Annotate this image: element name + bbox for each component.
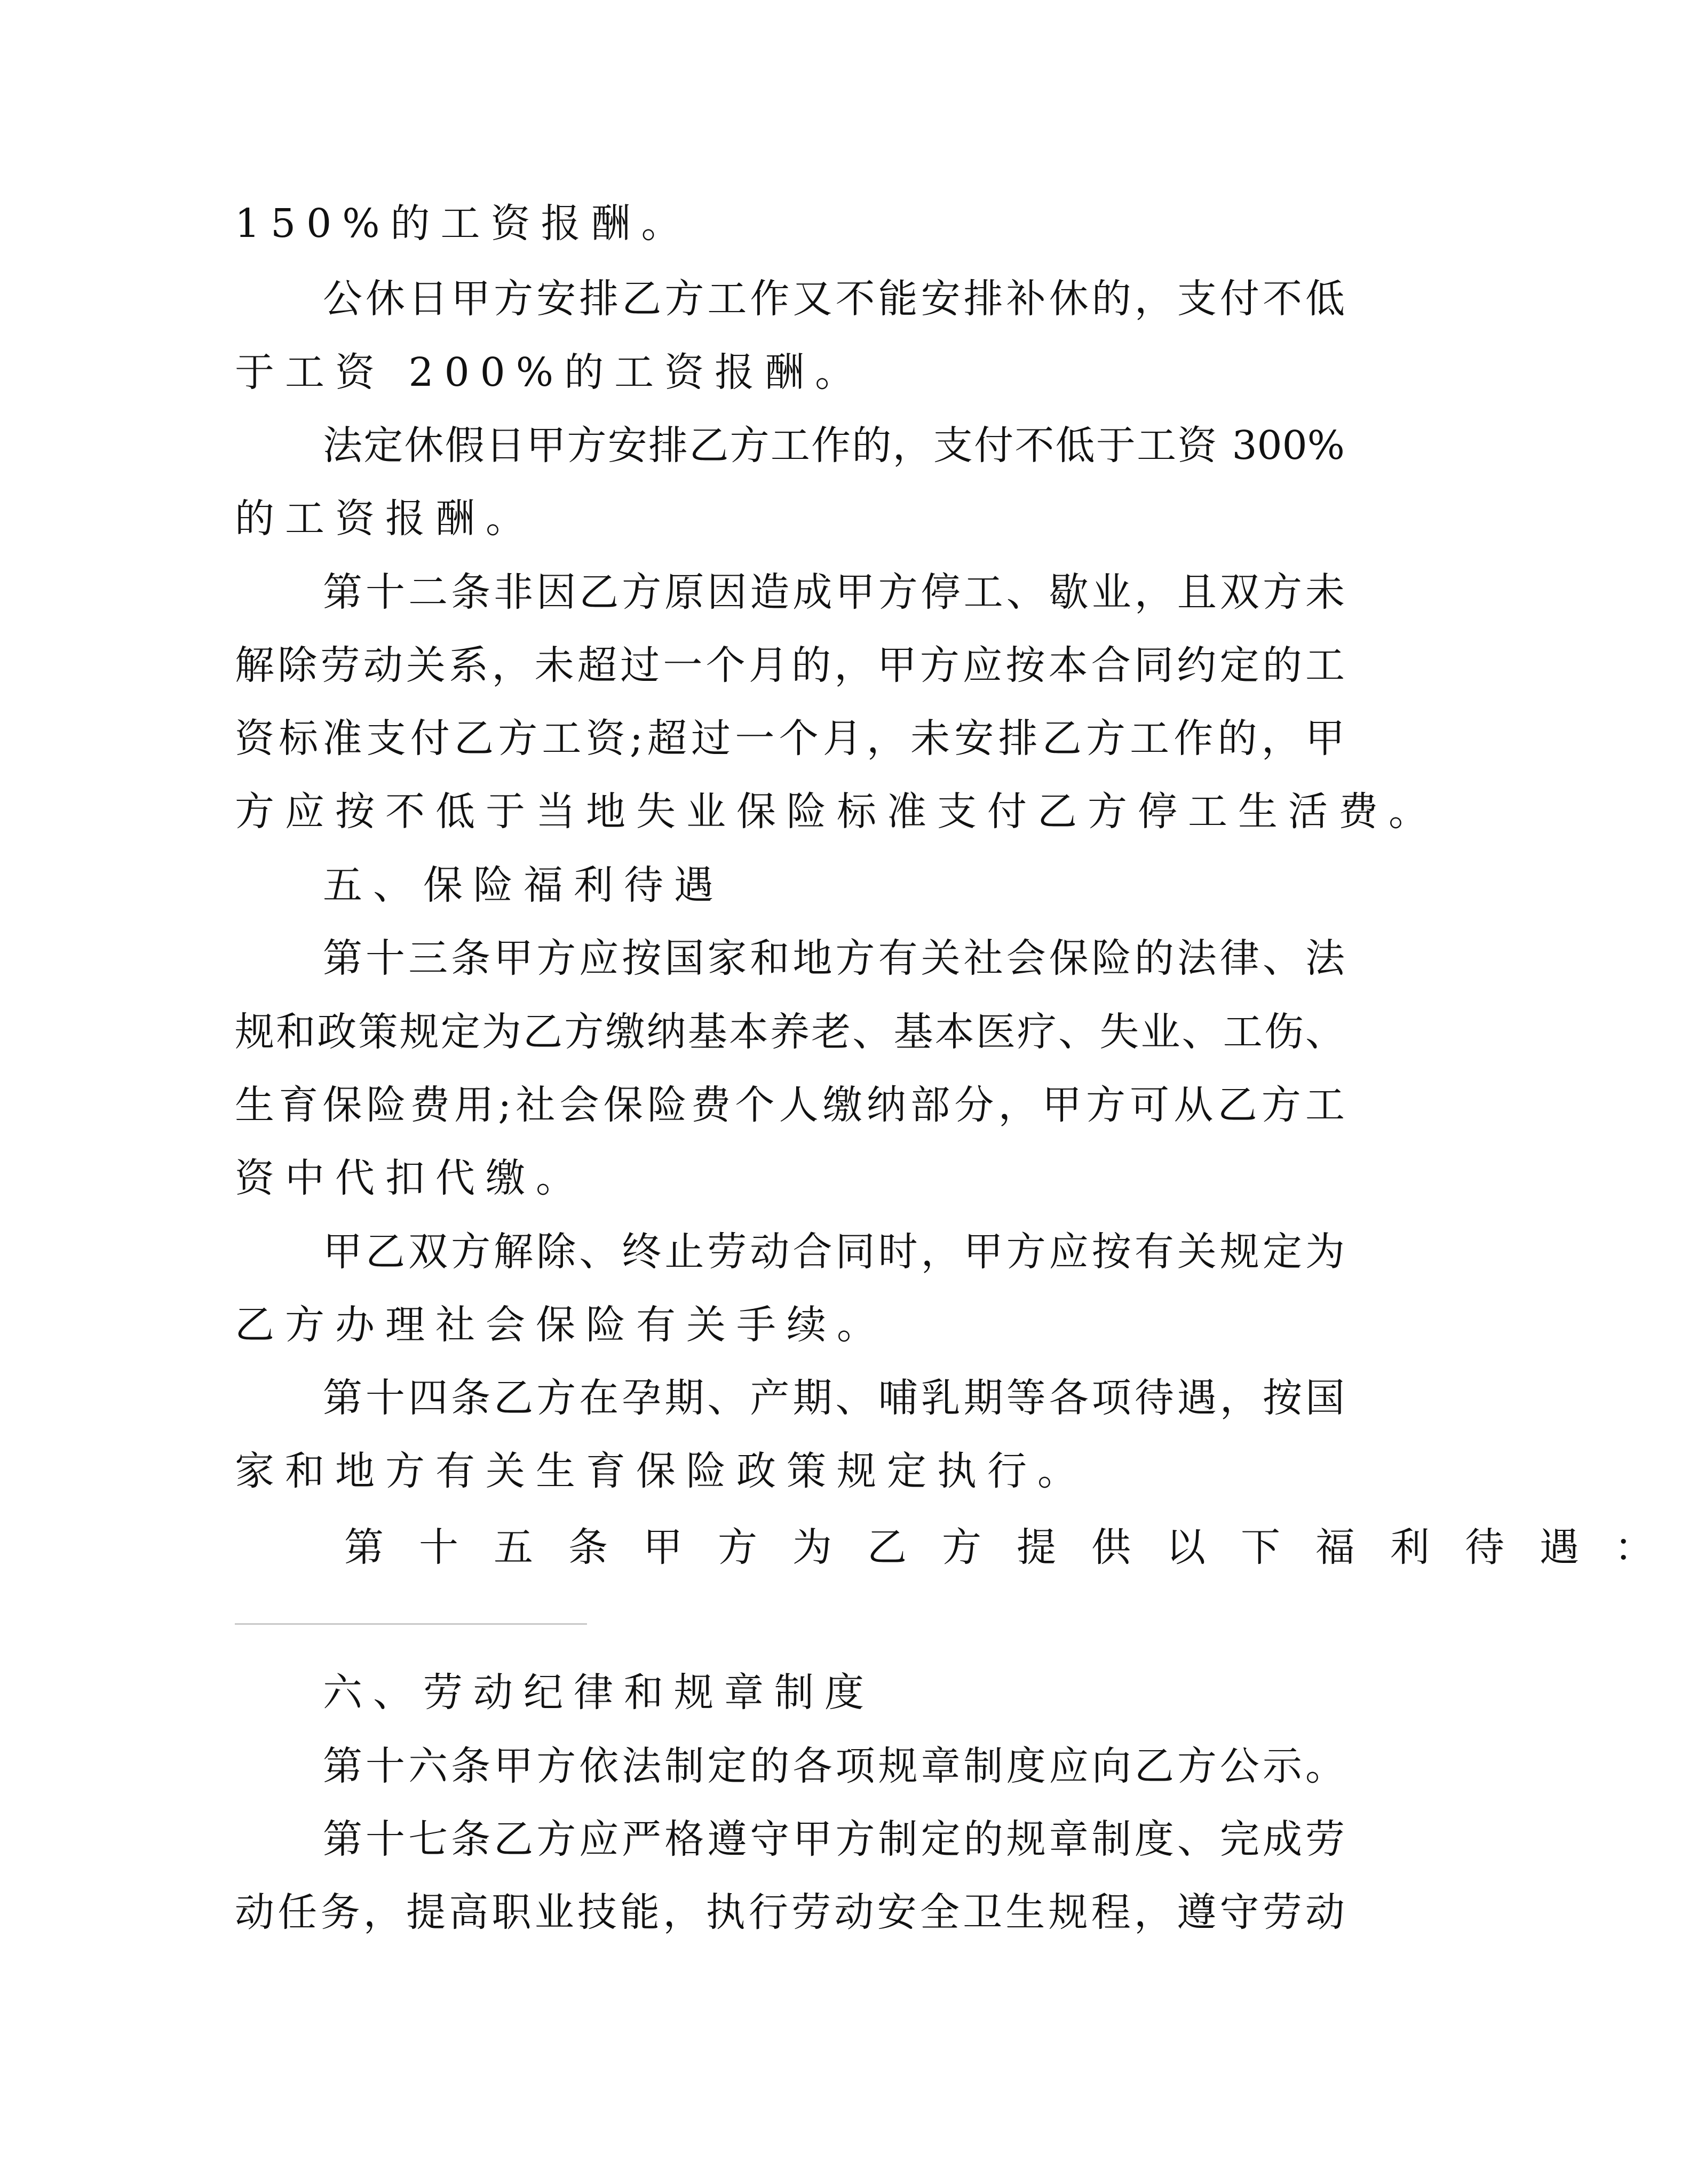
text-line: 解除劳动关系，未超过一个月的，甲方应按本合同约定的工 xyxy=(235,642,1345,688)
footnote-divider xyxy=(235,1623,587,1625)
text-line: 家和地方有关生育保险政策规定执行。 xyxy=(235,1448,1088,1494)
text-line: 第十六条甲方依法制定的各项规章制度应向乙方公示。 xyxy=(323,1743,1345,1789)
text-line: 乙方办理社会保险有关手续。 xyxy=(235,1302,887,1348)
text-line: 第十三条甲方应按国家和地方有关社会保险的法律、法 xyxy=(323,935,1345,981)
section-heading: 五、保险福利待遇 xyxy=(323,862,724,908)
text-line: 资中代扣代缴。 xyxy=(235,1155,586,1201)
text-line: 法定休假日甲方安排乙方工作的，支付不低于工资 300% xyxy=(323,423,1345,468)
section-heading: 六、劳动纪律和规章制度 xyxy=(323,1670,875,1716)
text-line: 于工资 200%的工资报酬。 xyxy=(235,350,866,395)
text-line: 方应按不低于当地失业保险标准支付乙方停工生活费。 xyxy=(235,789,1439,835)
text-line: 第十二条非因乙方原因造成甲方停工、歇业，且双方未 xyxy=(323,569,1345,615)
text-line: 第十四条乙方在孕期、产期、哺乳期等各项待遇，按国 xyxy=(323,1375,1345,1421)
text-line: 甲乙双方解除、终止劳动合同时，甲方应按有关规定为 xyxy=(323,1229,1345,1275)
text-line: 规和政策规定为乙方缴纳基本养老、基本医疗、失业、工伤、 xyxy=(235,1009,1345,1055)
text-line: 第十七条乙方应严格遵守甲方制定的规章制度、完成劳 xyxy=(323,1816,1345,1862)
text-line: 150%的工资报酬。 xyxy=(235,201,692,247)
text-line: 生育保险费用;社会保险费个人缴纳部分，甲方可从乙方工 xyxy=(235,1082,1345,1128)
text-line: 动任务，提高职业技能，执行劳动安全卫生规程，遵守劳动 xyxy=(235,1889,1345,1935)
text-line: 资标准支付乙方工资;超过一个月，未安排乙方工作的，甲 xyxy=(235,716,1345,761)
text-line: 第十五条甲方为乙方提供以下福利待遇： xyxy=(344,1524,1689,1570)
text-line: 的工资报酬。 xyxy=(235,496,536,542)
text-line: 公休日甲方安排乙方工作又不能安排补休的，支付不低 xyxy=(323,276,1345,322)
